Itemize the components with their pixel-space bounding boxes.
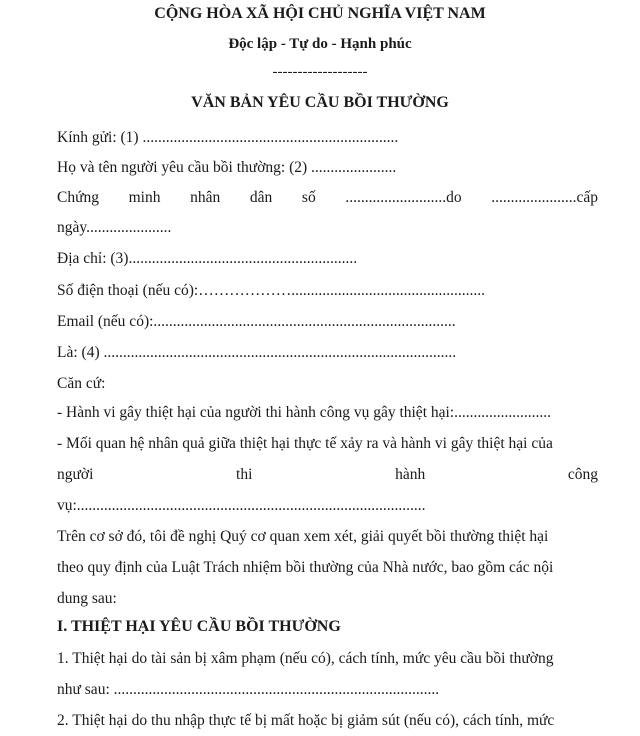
justified-word: hành xyxy=(395,466,426,483)
id-word: Chứng xyxy=(57,189,99,206)
issue-date-line: ngày...................... xyxy=(57,219,172,236)
duty-line: vụ:.......................................................................................... xyxy=(57,497,426,514)
justified-word: người xyxy=(57,466,94,483)
id-word: số xyxy=(301,189,316,206)
causal-relation-continued xyxy=(57,465,598,485)
request-paragraph-line-2: theo quy định của Luật Trách nhiệm bồi thường của Nhà nước, bao gồm các nội xyxy=(57,559,554,576)
claimant-name-line: Họ và tên người yêu cầu bồi thường: (2) ...................... xyxy=(57,159,397,176)
item-1-line-2: như sau: .................................................................................... xyxy=(57,681,440,698)
item-1-line-1: 1. Thiệt hại do tài sản bị xâm phạm (nếu có), cách tính, mức yêu cầu bồi thường xyxy=(57,650,554,667)
role-line: Là: (4) ........................................................................................... xyxy=(57,344,457,361)
address-line: Địa chỉ: (3)........................................................... xyxy=(57,250,358,267)
id-word: dân xyxy=(249,189,273,206)
request-paragraph-line-3: dung sau: xyxy=(57,590,117,607)
justified-word: thi xyxy=(236,466,253,483)
separator-line: ------------------- xyxy=(272,64,368,80)
id-word: minh xyxy=(128,189,161,206)
id-word: nhân xyxy=(190,189,221,206)
document-title: VĂN BẢN YÊU CẦU BỒI THƯỜNG xyxy=(191,94,449,111)
justified-word: công xyxy=(567,466,598,483)
id-card-line xyxy=(57,188,598,208)
id-word: ......................cấp xyxy=(491,189,598,206)
nation-heading: CỘNG HÒA XÃ HỘI CHỦ NGHĨA VIỆT NAM xyxy=(154,5,486,22)
request-paragraph-line-1: Trên cơ sở đó, tôi đề nghị Quý cơ quan xem xét, giải quyết bồi thường thiệt hại xyxy=(57,528,549,545)
phone-line: Số điện thoại (nếu có):……………….................................................. xyxy=(57,282,485,299)
recipient-line: Kính gửi: (1) .................................................................. xyxy=(57,129,399,146)
motto-heading: Độc lập - Tự do - Hạnh phúc xyxy=(228,36,412,52)
id-word: ..........................do xyxy=(345,189,462,206)
causal-relation-line: - Mối quan hệ nhân quả giữa thiệt hại thực tế xảy ra và hành vi gây thiệt hại của xyxy=(57,435,553,452)
basis-label: Căn cứ: xyxy=(57,375,106,392)
section-heading: I. THIỆT HẠI YÊU CẦU BỒI THƯỜNG xyxy=(57,618,341,635)
email-line: Email (nếu có):.............................................................................. xyxy=(57,313,456,330)
damage-behavior-line: - Hành vi gây thiệt hại của người thi hành công vụ gây thiệt hại:......................... xyxy=(57,404,551,421)
item-2-line-1: 2. Thiệt hại do thu nhập thực tế bị mất hoặc bị giảm sút (nếu có), cách tính, mức xyxy=(57,712,555,729)
